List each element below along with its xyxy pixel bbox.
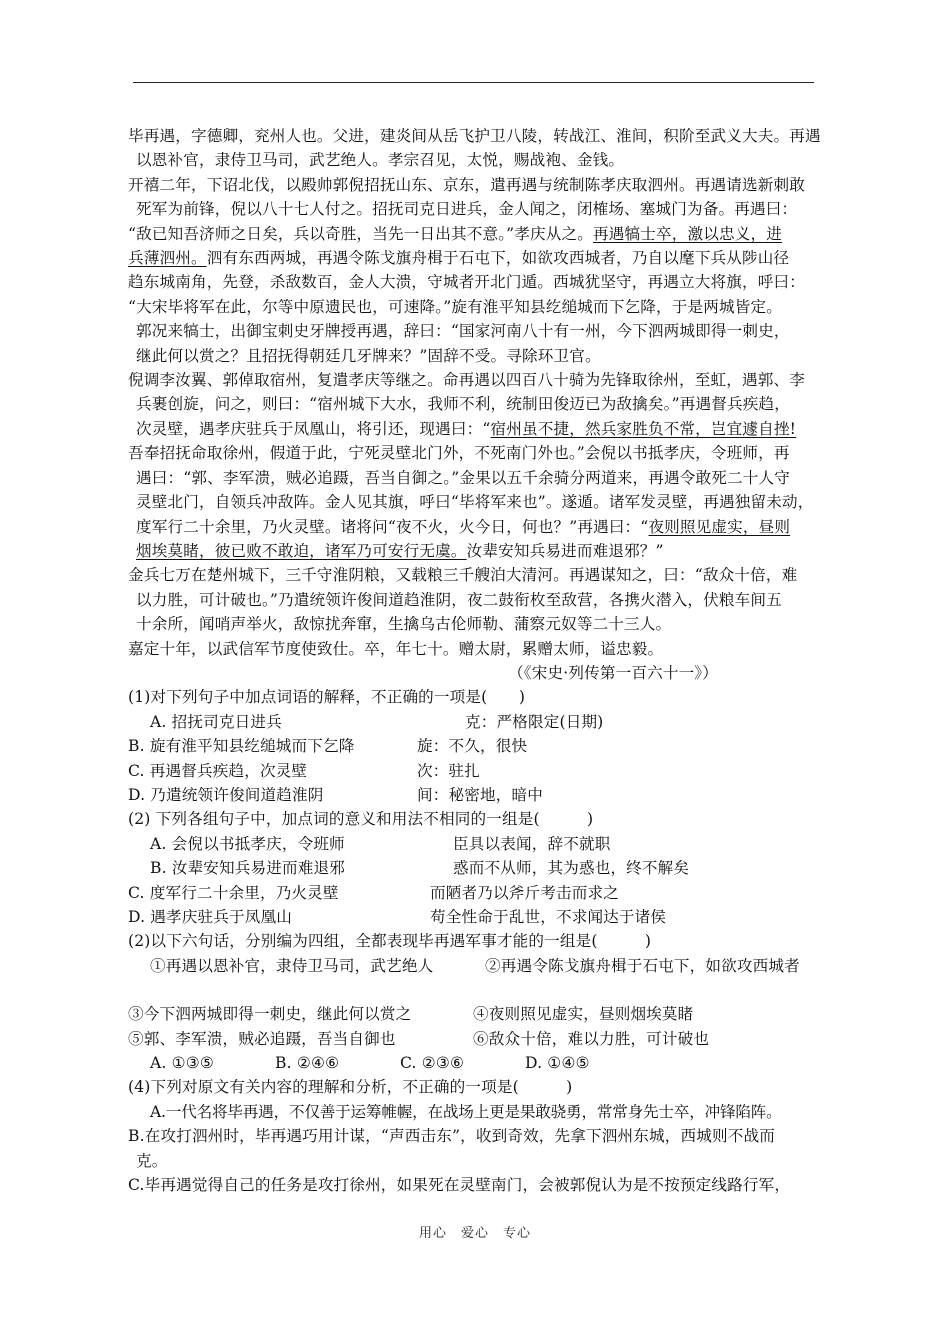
- question-1-option-c: C. 再遇督兵疾趋，次灵壁 次：驻扎: [128, 761, 480, 780]
- question-4-option-a: A.一代名将毕再遇，不仅善于运筹帷幄，在战场上更是果敢骁勇，常常身先士卒，冲锋陷阵。: [150, 1102, 782, 1121]
- passage-line: 遇曰：“郭、李军溃，贼必追蹑，吾当自御之。”金果以五千余骑分两道来，再遇令敢死二十人守: [136, 468, 790, 487]
- passage-line: 以恩补官，隶侍卫马司，武艺绝人。孝宗召见，太悦，赐战袍、金钱。: [136, 151, 625, 170]
- underlined-sentence: 宿州虽不捷，然兵家胜负不常，岂宜遽自挫!: [490, 419, 797, 438]
- question-4-option-b: B.在攻打泗州时，毕再遇巧用计谋，“声西击东”，收到奇效，先拿下泗州东城，西城则不战而: [128, 1127, 775, 1146]
- question-1-stem: (1)对下列句子中加点词语的解释，不正确的一项是( ): [128, 688, 526, 707]
- passage-line: 嘉定十年，以武信军节度使致仕。卒，年七十。赠太尉，累赠太师，谥忠毅。: [128, 639, 664, 658]
- passage-line: “敌已知吾济师之日矣，兵以奇胜，当先一日出其不意。”孝庆从之。再遇犒士卒，激以忠义，进: [128, 224, 782, 243]
- question-4-option-b-cont: 克。: [136, 1151, 168, 1170]
- question-3-option-a: A. ①③⑤: [150, 1054, 215, 1073]
- passage-line: 死军为前锋，倪以八十七人付之。招抚司克日进兵，金人闻之，闭榷场、塞城门为备。再遇曰：: [136, 200, 798, 219]
- passage-line: 度军行二十余里，乃火灵壁。诸将问“夜不火，火今日，何也？”再遇曰：“夜则照见虚实，昼则: [136, 517, 791, 536]
- question-2-option-b: B. 汝辈安知兵易进而难退邪 惑而不从师，其为惑也，终不解矣: [150, 859, 690, 878]
- question-3-stem: (2)以下六句话，分别编为四组，全都表现毕再遇军事才能的一组是( ): [128, 932, 652, 951]
- question-3-option-c: C. ②③⑥: [400, 1054, 465, 1073]
- question-3-sentences-3-4: ③今下泗两城即得一刺史，继此何以赏之 ④夜则照见虚实，昼则烟埃莫睹: [128, 1005, 694, 1024]
- source-citation: （《宋史·列传第一百六十一》）: [508, 663, 718, 682]
- question-3-option-d: D. ①④⑤: [525, 1054, 590, 1073]
- question-4-stem: (4)下列对原文有关内容的理解和分析，不正确的一项是( ): [128, 1078, 573, 1097]
- passage-line: 毕再遇，字德卿，兖州人也。父进，建炎间从岳飞护卫八陵，转战江、淮间，积阶至武义大夫。再遇: [128, 127, 821, 145]
- passage-line: 次灵壁，遇孝庆驻兵于凤凰山，将引还，现遇曰：“宿州虽不捷，然兵家胜负不常，岂宜遽自挫!: [136, 419, 797, 438]
- question-2-option-c: C. 度军行二十余里，乃火灵壁 而陋者乃以斧斤考击而求之: [128, 883, 619, 902]
- passage-line: 开禧二年，下诏北伐，以殿帅郭倪招抚山东、京东，遣再遇与统制陈孝庆取泗州。再遇请选新刺敢: [128, 175, 805, 194]
- passage-line: “大宋毕将军在此，尔等中原遗民也，可速降。”旋有淮平知县纥缒城而下乞降，于是两城皆定。: [128, 297, 782, 316]
- passage-line: 吾奉招抚命取徐州，假道于此，宁死灵壁北门外，不死南门外也。”会倪以书抵孝庆，令班师，再: [128, 444, 790, 463]
- passage-line: 灵壁北门，自领兵冲敌阵。金人见其旗，呼曰“毕将军来也”。遂遁。诸军发灵壁，再遇独留未动，: [136, 493, 814, 512]
- passage-line: 兵裹创旋，问之，则曰：“宿州城下大水，我师不利，统制田俊迈已为敌擒矣。”再遇督兵疾趋，: [136, 395, 790, 414]
- passage-line: 倪调李汝翼、郭倬取宿州，复遣孝庆等继之。命再遇以四百八十骑为先锋取徐州，至虹，遇郭、李: [128, 371, 805, 390]
- question-4-option-c: C.毕再遇觉得自己的任务是攻打徐州，如果死在灵壁南门，会被郭倪认为是不按预定线路行军，: [128, 1176, 791, 1195]
- document-body: [128, 124, 828, 1197]
- question-3-options: [128, 1051, 828, 1075]
- question-3-sentences-5-6: ⑤郭、李军溃，贼必追蹑，吾当自御也 ⑥敌众十倍，难以力胜，可计破也: [128, 1029, 710, 1048]
- question-1-option-d: D. 乃遣统领许俊间道趋淮阴 间：秘密地，暗中: [128, 785, 543, 804]
- underlined-sentence: 烟埃莫睹，彼已败不敢迫，诸军乃可安行无虞。: [136, 541, 467, 560]
- passage-line: 烟埃莫睹，彼已败不敢迫，诸军乃可安行无虞。汝辈安知兵易进而难退邪？”: [136, 541, 664, 560]
- underlined-sentence: 夜则照见虚实，昼则: [648, 517, 791, 536]
- header-rule: [133, 82, 814, 83]
- blank-line: [128, 978, 828, 1002]
- passage-line: 金兵七万在楚州城下，三千守淮阴粮，又载粮三千艘泊大清河。再遇谋知之，曰：“敌众十倍，难: [128, 566, 798, 585]
- page-footer: 用心 爱心 专心: [418, 1226, 531, 1241]
- question-1-option-a: A. 招抚司克日进兵 克：严格限定(日期): [150, 712, 604, 731]
- passage-line: 继此何以赏之？且招抚得朝廷几牙牌来？”固辞不受。寻除环卫官。: [136, 346, 601, 365]
- question-2-stem: (2) 下列各组句子中，加点词的意义和用法不相同的一组是( ): [128, 810, 594, 829]
- question-1-option-b: B. 旋有淮平知县纥缒城而下乞降 旋：不久，很快: [128, 737, 528, 756]
- underlined-sentence: 再遇犒士卒，激以忠义，进: [593, 224, 782, 243]
- question-3-sentences-1-2: ①再遇以恩补官，隶侍卫马司，武艺绝人 ②再遇令陈戈旗舟楫于石屯下，如欲攻西城者: [150, 956, 800, 975]
- passage-line: 以力胜，可计破也。”乃遣统领许俊间道趋淮阴，夜二鼓衔枚至敌营，各携火潜入，伏粮车间五: [136, 590, 782, 609]
- underlined-sentence: 兵薄泗州。: [128, 249, 207, 268]
- passage-line: 郭况来犒士，出御宝刺史牙牌授再遇，辞曰：“国家河南八十有一州，今下泗两城即得一刺史，: [136, 322, 790, 341]
- question-2-option-d: D. 遇孝庆驻兵于凤凰山 苟全性命于乱世，不求闻达于诸侯: [128, 908, 667, 926]
- passage-line: 趋东城南角，先登，杀敌数百，金人大溃，守城者开北门遁。西城犹坚守，再遇立大将旗，呼曰：: [128, 273, 805, 292]
- passage-line: 十余所，闻哨声举火，敌惊扰奔窜，生擒乌古伦师勒、蒲察元奴等二十三人。: [136, 615, 672, 634]
- question-2-option-a: A. 会倪以书抵孝庆，令班师 臣具以表闻，辞不就职: [150, 834, 611, 853]
- question-3-option-b: B. ②④⑥: [275, 1054, 340, 1073]
- passage-line: 兵薄泗州。泗有东西两城，再遇令陈戈旗舟楫于石屯下，如欲攻西城者，乃自以麾下兵从陟山径: [128, 249, 790, 268]
